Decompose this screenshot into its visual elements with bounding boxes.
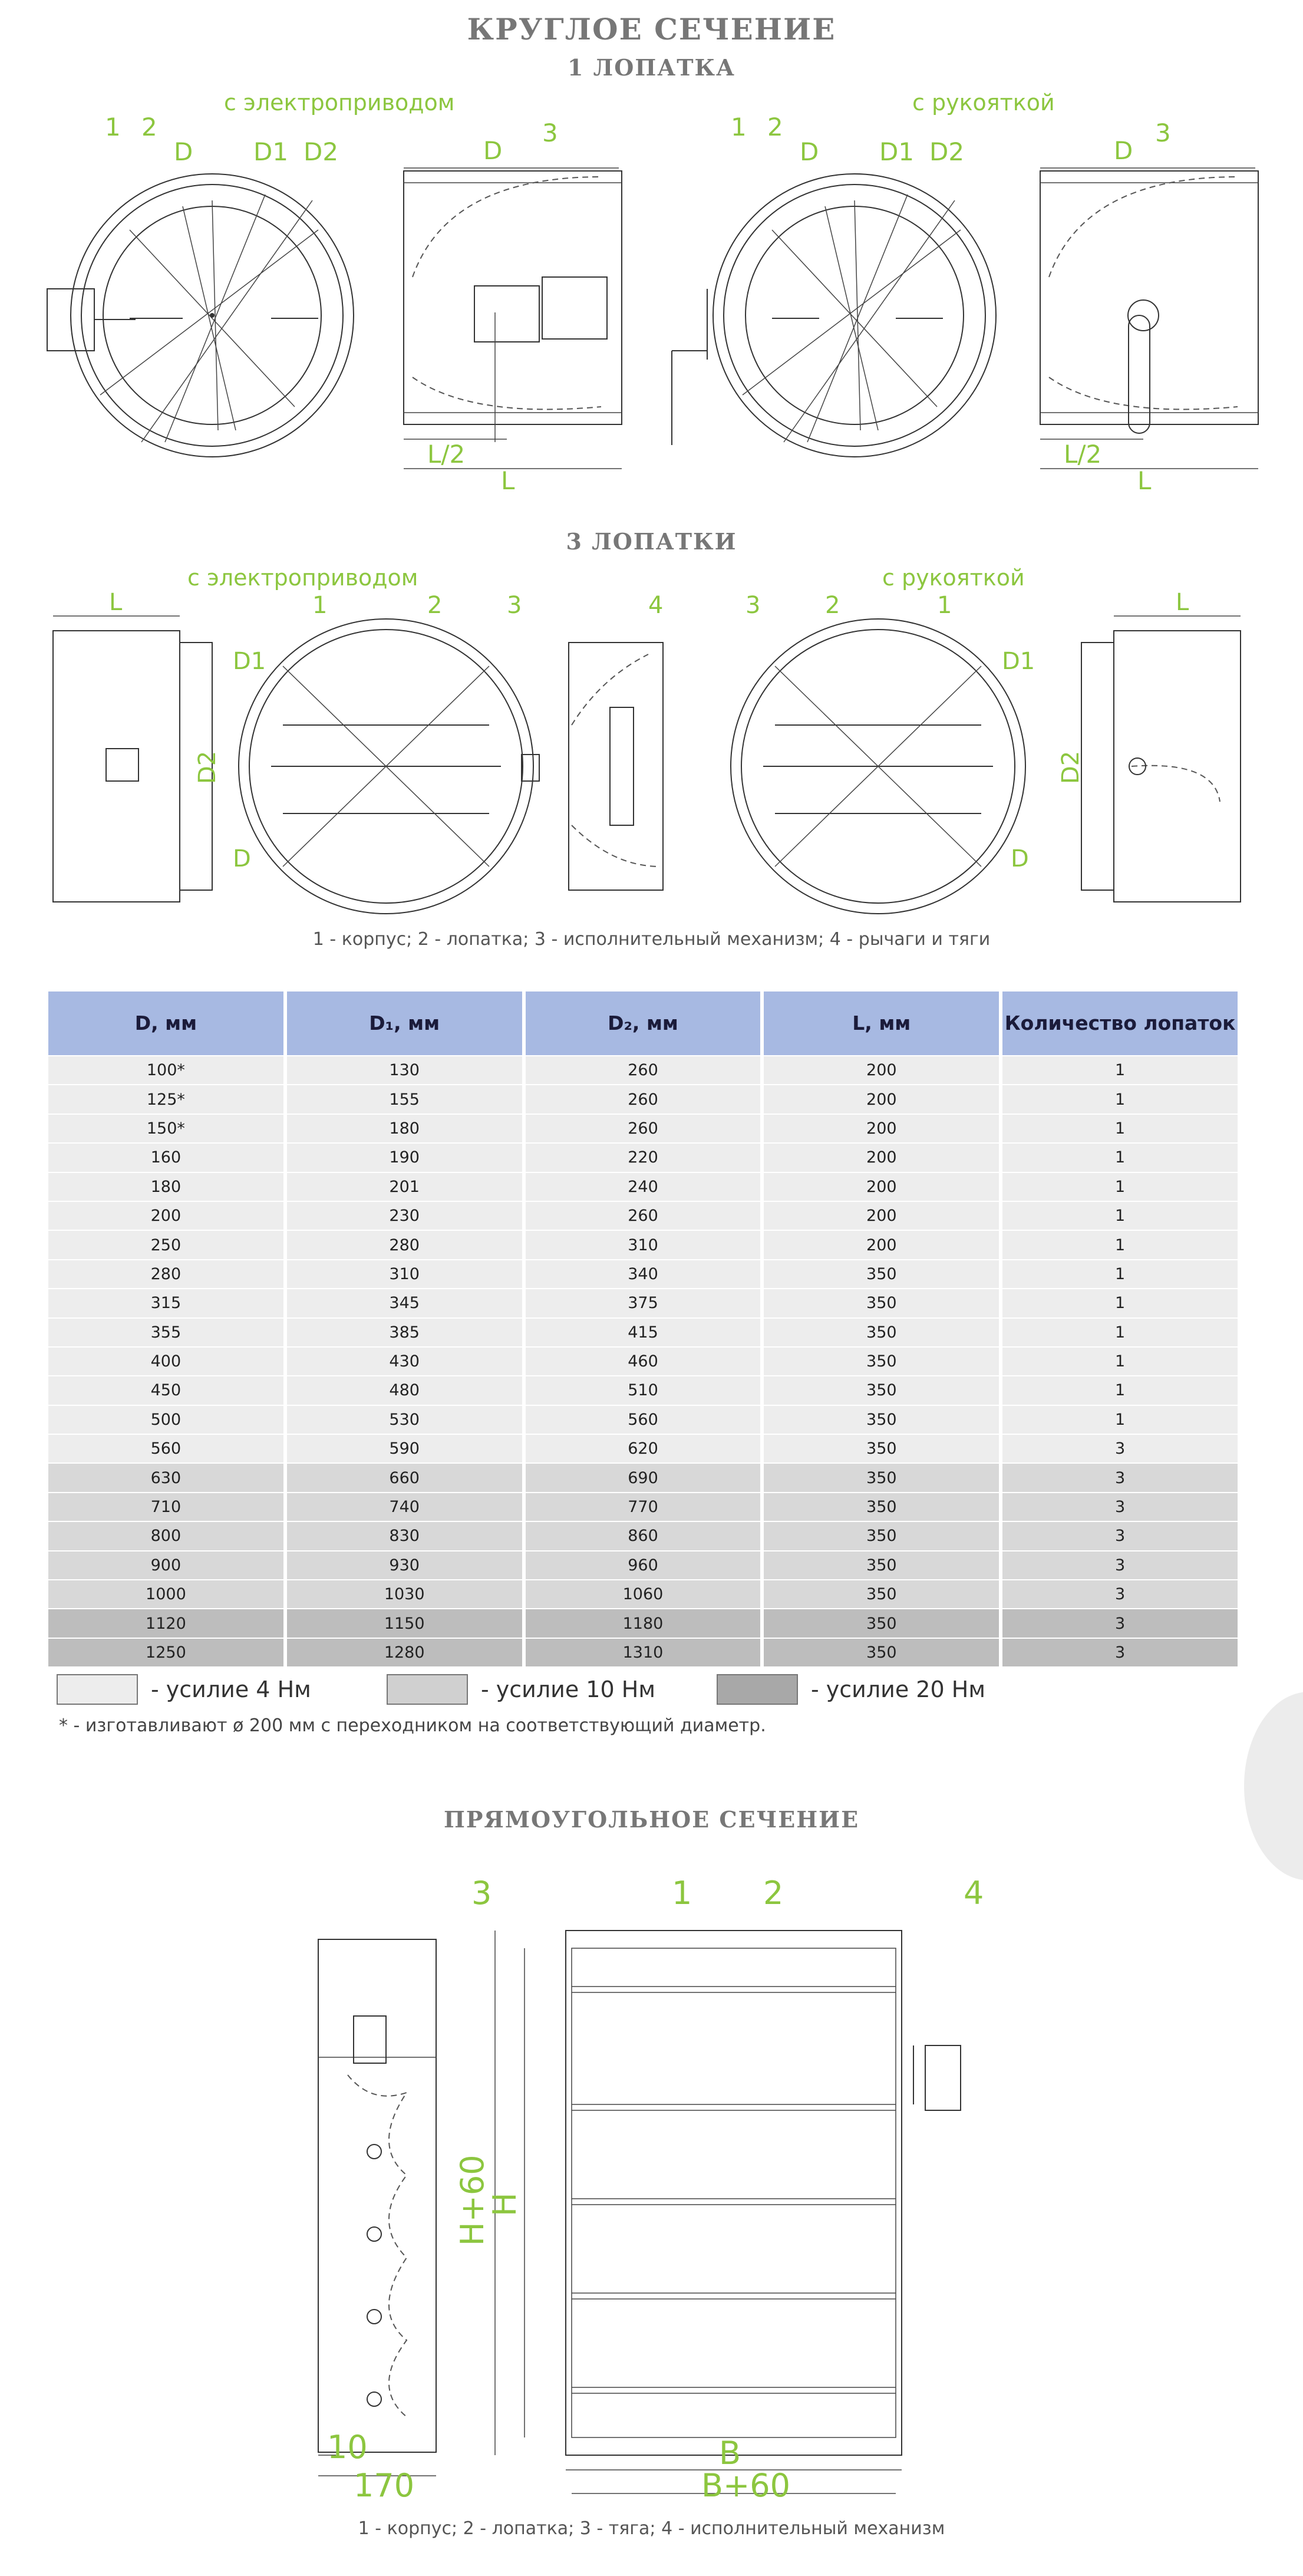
table-cell: 3 (1002, 1435, 1238, 1462)
table-cell: 1 (1002, 1348, 1238, 1375)
legend-swatch-20nm (717, 1674, 798, 1705)
table-row (48, 1551, 1238, 1579)
svg-text:D: D (1114, 136, 1133, 165)
svg-text:10: 10 (327, 2429, 368, 2466)
svg-text:L: L (501, 466, 515, 495)
table-cell: 1 (1002, 1260, 1238, 1288)
svg-text:L: L (109, 589, 123, 616)
table-cell: 350 (764, 1522, 999, 1550)
table-body (48, 1056, 1238, 1666)
table-cell: 190 (287, 1144, 522, 1171)
table-row (48, 1464, 1238, 1491)
one-blade-left-caption: с электроприводом (224, 90, 455, 116)
three-blades-subtitle: 3 ЛОПАТКИ (566, 528, 737, 555)
legend-label-10nm: - усилие 10 Нм (481, 1676, 655, 1702)
svg-text:3: 3 (507, 592, 522, 619)
table-cell: 415 (526, 1319, 761, 1346)
rect-front-view (454, 1875, 984, 2499)
three-blades-electric-front-view (233, 592, 539, 914)
table-cell: 630 (48, 1464, 283, 1491)
table-cell: 740 (287, 1493, 522, 1521)
svg-text:D: D (233, 845, 251, 872)
table-cell: 280 (48, 1260, 283, 1288)
table-cell: 830 (287, 1522, 522, 1550)
svg-text:D2: D2 (194, 750, 221, 784)
table-cell: 3 (1002, 1580, 1238, 1608)
three-blades-handle-front-view (731, 592, 1035, 914)
svg-text:2: 2 (427, 592, 443, 619)
table-cell: 1 (1002, 1144, 1238, 1171)
table-row (48, 1144, 1238, 1171)
table-cell: 260 (526, 1202, 761, 1230)
svg-text:D: D (174, 137, 193, 166)
col-header-d: D, мм (48, 991, 283, 1055)
table-cell: 3 (1002, 1609, 1238, 1637)
table-row (48, 1580, 1238, 1608)
svg-text:2: 2 (767, 113, 783, 141)
table-cell: 860 (526, 1522, 761, 1550)
table-cell: 480 (287, 1376, 522, 1404)
table-cell: 200 (764, 1231, 999, 1259)
svg-text:D1: D1 (253, 137, 289, 166)
svg-text:D: D (483, 136, 503, 165)
rect-caption: 1 - корпус; 2 - лопатка; 3 - тяга; 4 - исполнительный механизм (358, 2518, 945, 2539)
svg-text:170: 170 (354, 2467, 415, 2499)
table-cell: 1 (1002, 1085, 1238, 1113)
one-blade-electric-side-view (404, 118, 622, 495)
table-cell: 460 (526, 1348, 761, 1375)
table-cell: 430 (287, 1348, 522, 1375)
table-cell: 400 (48, 1348, 283, 1375)
footnote: * - изготавливают ø 200 мм с переходником на соответствующий диаметр. (59, 1715, 766, 1736)
table-cell: 375 (526, 1289, 761, 1317)
three-blades-middle-side-view (569, 592, 663, 890)
table-cell: 620 (526, 1435, 761, 1462)
svg-text:3: 3 (471, 1875, 492, 1912)
table-cell: 710 (48, 1493, 283, 1521)
table-cell: 350 (764, 1551, 999, 1579)
table-cell: 350 (764, 1435, 999, 1462)
table-cell: 690 (526, 1464, 761, 1491)
table-cell: 260 (526, 1085, 761, 1113)
table-row (48, 1085, 1238, 1113)
table-cell: 150* (48, 1115, 283, 1142)
svg-text:4: 4 (648, 592, 664, 619)
table-cell: 350 (764, 1348, 999, 1375)
table-cell: 500 (48, 1406, 283, 1434)
svg-text:D: D (800, 137, 819, 166)
table-cell: 1310 (526, 1639, 761, 1666)
dimensions-table (45, 990, 1241, 1668)
svg-text:3: 3 (745, 592, 761, 619)
table-row (48, 1202, 1238, 1230)
legend-item-20nm (717, 1674, 985, 1705)
svg-text:D: D (1011, 845, 1029, 872)
table-cell: 1 (1002, 1319, 1238, 1346)
svg-text:1: 1 (312, 592, 328, 619)
col-header-l: L, мм (764, 991, 999, 1055)
table-cell: 1120 (48, 1609, 283, 1637)
table-cell: 3 (1002, 1493, 1238, 1521)
table-row (48, 1231, 1238, 1259)
table-cell: 340 (526, 1260, 761, 1288)
table-cell: 200 (764, 1202, 999, 1230)
svg-text:D2: D2 (304, 137, 339, 166)
table-cell: 1 (1002, 1376, 1238, 1404)
table-cell: 3 (1002, 1551, 1238, 1579)
table-cell: 1 (1002, 1406, 1238, 1434)
table-row (48, 1056, 1238, 1084)
table-cell: 160 (48, 1144, 283, 1171)
three-blades-electric-side-view (53, 589, 221, 902)
svg-text:L: L (1137, 466, 1152, 495)
three-blades-drawings (35, 589, 1273, 920)
svg-text:4: 4 (964, 1875, 984, 1912)
legend-swatch-4nm (57, 1674, 138, 1705)
table-cell: 315 (48, 1289, 283, 1317)
one-blade-right-caption: с рукояткой (912, 90, 1055, 116)
table-cell: 590 (287, 1435, 522, 1462)
table-cell: 960 (526, 1551, 761, 1579)
table-row (48, 1406, 1238, 1434)
col-header-d1: D₁, мм (287, 991, 522, 1055)
svg-text:D2: D2 (929, 137, 965, 166)
svg-text:1: 1 (105, 113, 121, 141)
svg-text:D2: D2 (1057, 750, 1084, 784)
table-cell: 180 (287, 1115, 522, 1142)
round-section-title: КРУГЛОЕ СЕЧЕНИЕ (467, 12, 836, 47)
table-cell: 350 (764, 1464, 999, 1491)
table-cell: 350 (764, 1609, 999, 1637)
table-row (48, 1435, 1238, 1462)
table-cell: 385 (287, 1319, 522, 1346)
table-cell: 560 (526, 1406, 761, 1434)
legend-label-20nm: - усилие 20 Нм (811, 1676, 985, 1702)
table-cell: 1030 (287, 1580, 522, 1608)
table-cell: 1180 (526, 1609, 761, 1637)
table-cell: 560 (48, 1435, 283, 1462)
col-header-blade-count: Количество лопаток (1002, 991, 1238, 1055)
table-cell: 280 (287, 1231, 522, 1259)
svg-text:1: 1 (672, 1875, 692, 1912)
table-cell: 770 (526, 1493, 761, 1521)
legend-label-4nm: - усилие 4 Нм (151, 1676, 311, 1702)
rect-section-title: ПРЯМОУГОЛЬНОЕ СЕЧЕНИЕ (443, 1806, 860, 1833)
table-cell: 200 (764, 1056, 999, 1084)
table-cell: 350 (764, 1639, 999, 1666)
three-blades-handle-side-view (1057, 589, 1241, 902)
svg-text:L/2: L/2 (1064, 440, 1102, 469)
table-cell: 3 (1002, 1639, 1238, 1666)
table-cell: 200 (764, 1144, 999, 1171)
svg-text:1: 1 (937, 592, 952, 619)
table-cell: 230 (287, 1202, 522, 1230)
table-cell: 200 (764, 1085, 999, 1113)
svg-text:L/2: L/2 (427, 440, 466, 469)
table-row (48, 1173, 1238, 1201)
table-cell: 1250 (48, 1639, 283, 1666)
table-cell: 350 (764, 1406, 999, 1434)
svg-text:B+60: B+60 (701, 2467, 791, 2499)
table-row (48, 1260, 1238, 1288)
table-cell: 125* (48, 1085, 283, 1113)
table-header-row (48, 991, 1238, 1055)
table-cell: 220 (526, 1144, 761, 1171)
one-blade-subtitle: 1 ЛОПАТКА (567, 54, 735, 81)
table-row (48, 1493, 1238, 1521)
table-cell: 1000 (48, 1580, 283, 1608)
legend-item-4nm (57, 1674, 311, 1705)
col-header-d2: D₂, мм (526, 991, 761, 1055)
three-blades-right-caption: с рукояткой (882, 565, 1025, 591)
table-cell: 530 (287, 1406, 522, 1434)
legend-item-10nm (387, 1674, 655, 1705)
table-cell: 3 (1002, 1464, 1238, 1491)
table-cell: 355 (48, 1319, 283, 1346)
one-blade-electric-front-view (47, 113, 354, 457)
table-row (48, 1609, 1238, 1637)
three-blades-left-caption: с электроприводом (187, 565, 418, 591)
table-cell: 200 (764, 1173, 999, 1201)
table-row (48, 1289, 1238, 1317)
svg-text:H+60: H+60 (454, 2155, 491, 2246)
decorative-side-shape (1244, 1692, 1303, 1880)
svg-text:B: B (719, 2435, 741, 2472)
table-cell: 130 (287, 1056, 522, 1084)
table-row (48, 1115, 1238, 1142)
table-cell: 1280 (287, 1639, 522, 1666)
svg-text:D1: D1 (879, 137, 915, 166)
table-cell: 1150 (287, 1609, 522, 1637)
table-row (48, 1522, 1238, 1550)
svg-text:H: H (486, 2192, 523, 2216)
table-cell: 310 (287, 1260, 522, 1288)
svg-text:2: 2 (141, 113, 157, 141)
table-cell: 350 (764, 1319, 999, 1346)
table-cell: 350 (764, 1376, 999, 1404)
table-cell: 260 (526, 1115, 761, 1142)
one-blade-handle-front-view (672, 113, 996, 457)
table-row (48, 1319, 1238, 1346)
table-cell: 510 (526, 1376, 761, 1404)
table-cell: 200 (48, 1202, 283, 1230)
svg-text:3: 3 (1155, 118, 1171, 147)
table-cell: 260 (526, 1056, 761, 1084)
table-cell: 350 (764, 1580, 999, 1608)
svg-text:L: L (1176, 589, 1189, 616)
table-cell: 1 (1002, 1231, 1238, 1259)
svg-text:1: 1 (731, 113, 747, 141)
table-cell: 180 (48, 1173, 283, 1201)
table-cell: 350 (764, 1260, 999, 1288)
legend-swatch-10nm (387, 1674, 468, 1705)
table-cell: 800 (48, 1522, 283, 1550)
table-cell: 350 (764, 1493, 999, 1521)
table-row (48, 1348, 1238, 1375)
table-cell: 345 (287, 1289, 522, 1317)
table-cell: 660 (287, 1464, 522, 1491)
one-blade-drawings (35, 112, 1273, 513)
round-caption: 1 - корпус; 2 - лопатка; 3 - исполнительный механизм; 4 - рычаги и тяги (312, 929, 991, 950)
svg-text:3: 3 (542, 118, 558, 147)
svg-text:D1: D1 (233, 648, 266, 675)
table-cell: 1 (1002, 1202, 1238, 1230)
table-cell: 900 (48, 1551, 283, 1579)
table-cell: 240 (526, 1173, 761, 1201)
table-cell: 200 (764, 1115, 999, 1142)
table-cell: 930 (287, 1551, 522, 1579)
table-cell: 155 (287, 1085, 522, 1113)
table-cell: 450 (48, 1376, 283, 1404)
svg-text:D1: D1 (1002, 648, 1035, 675)
table-cell: 1 (1002, 1056, 1238, 1084)
svg-text:2: 2 (763, 1875, 784, 1912)
table-cell: 201 (287, 1173, 522, 1201)
table-cell: 1060 (526, 1580, 761, 1608)
legend (57, 1674, 1235, 1709)
table-cell: 310 (526, 1231, 761, 1259)
table-row (48, 1376, 1238, 1404)
rect-drawings (306, 1869, 1014, 2499)
one-blade-handle-side-view (1040, 118, 1258, 495)
table-cell: 100* (48, 1056, 283, 1084)
table-cell: 1 (1002, 1289, 1238, 1317)
table-cell: 3 (1002, 1522, 1238, 1550)
svg-text:2: 2 (825, 592, 840, 619)
table-row (48, 1639, 1238, 1666)
table-cell: 1 (1002, 1173, 1238, 1201)
table-cell: 1 (1002, 1115, 1238, 1142)
table-cell: 350 (764, 1289, 999, 1317)
table-cell: 250 (48, 1231, 283, 1259)
